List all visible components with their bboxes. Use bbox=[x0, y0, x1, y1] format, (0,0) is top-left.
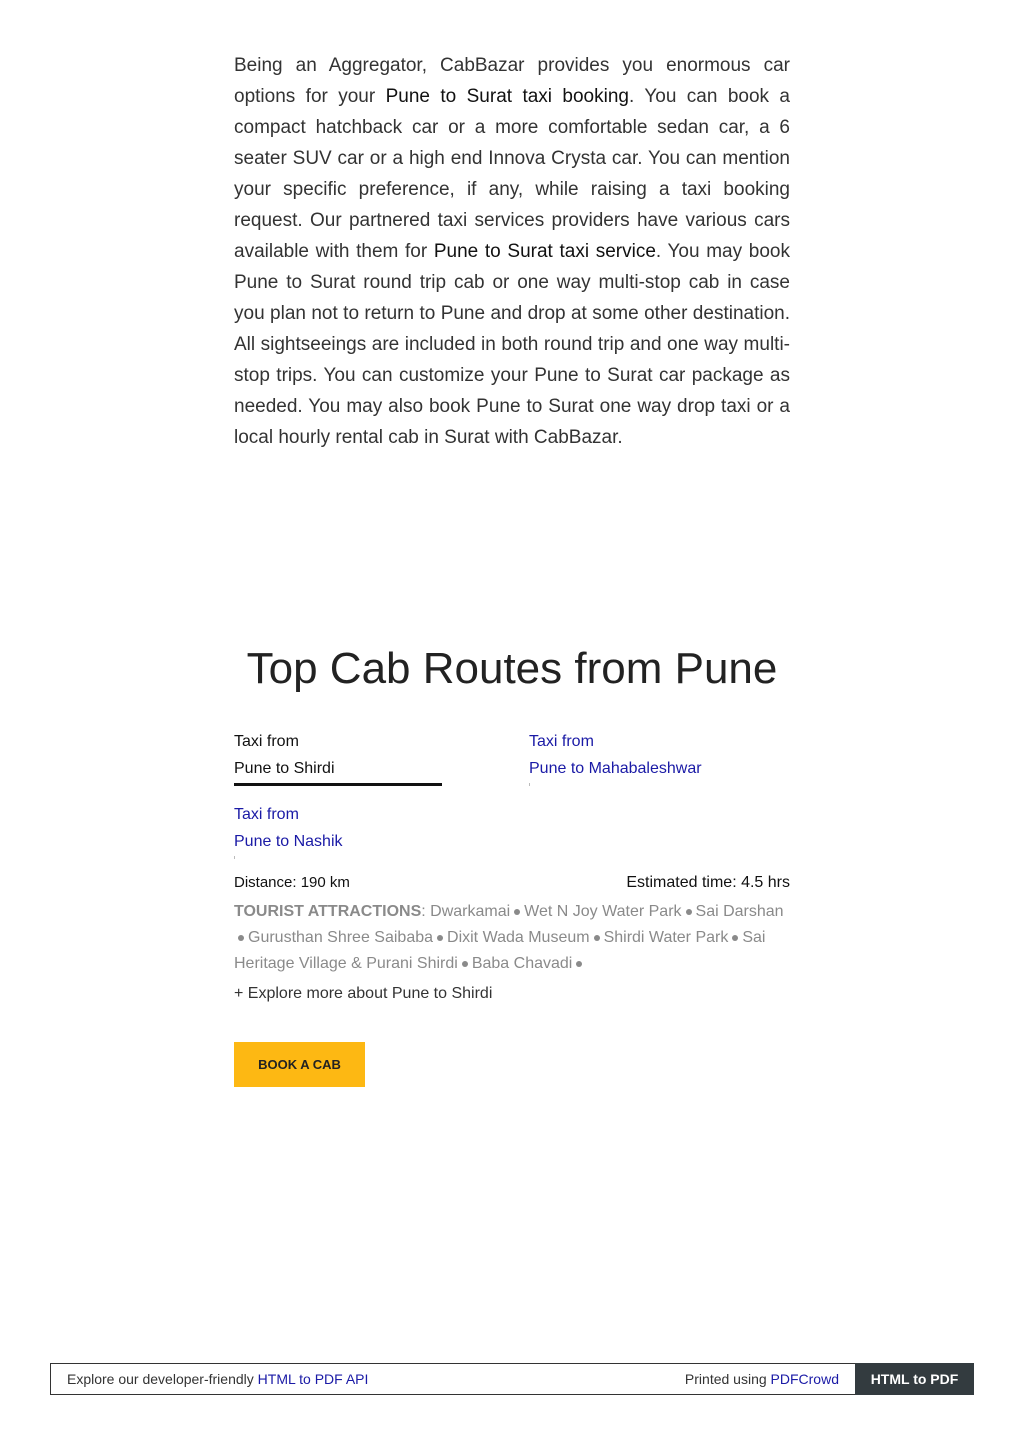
bullet-icon bbox=[594, 935, 600, 941]
pdf-footer bbox=[50, 1363, 974, 1395]
attraction-item: Shirdi Water Park bbox=[603, 929, 729, 946]
tab-marker bbox=[529, 783, 530, 786]
html-to-pdf-api-link[interactable]: HTML to PDF API bbox=[257, 1371, 369, 1387]
route-tab-mahabaleshwar[interactable] bbox=[529, 728, 702, 786]
bullet-icon bbox=[686, 909, 692, 915]
bullet-icon bbox=[514, 909, 520, 915]
intro-link-service[interactable]: Pune to Surat taxi service bbox=[433, 241, 656, 262]
book-cab-button[interactable]: BOOK A CAB bbox=[234, 1042, 365, 1087]
html-to-pdf-badge[interactable]: HTML to PDF bbox=[855, 1363, 974, 1395]
route-tab-line1: Taxi from bbox=[529, 733, 594, 750]
footer-left bbox=[67, 1371, 368, 1387]
route-tabs bbox=[234, 728, 790, 878]
time-label: Estimated time bbox=[626, 874, 733, 891]
attraction-item: Baba Chavadi bbox=[471, 955, 573, 972]
active-tab-underline bbox=[234, 783, 442, 786]
time-value: : 4.5 hrs bbox=[732, 874, 790, 891]
attraction-item: Wet N Joy Water Park bbox=[524, 903, 682, 920]
tab-marker bbox=[234, 856, 235, 859]
attraction-item: Sai Heritage Village & Purani Shirdi bbox=[234, 929, 766, 972]
footer-right-text: Printed using bbox=[684, 1371, 771, 1387]
route-tab-nashik[interactable] bbox=[234, 801, 343, 859]
intro-text-3: . You may book Pune to Surat round trip cab or one way multi-stop cab in case you plan not to return to Pune and drop at some other destination. All sightseeings are included in both round trip and one way multi-stop trips. You can customize your Pune to Surat car package as needed. You may also book Pune to Surat one way drop taxi or a local hourly rental cab in Surat with CabBazar. bbox=[234, 241, 790, 448]
main-content bbox=[234, 50, 790, 1072]
bullet-icon bbox=[462, 961, 468, 967]
section-title: Top Cab Routes from Pune bbox=[246, 644, 778, 693]
tourist-attractions: TOURIST ATTRACTIONS: Dwarkamai Wet N Joy Water Park Sai DarshanGurusthan Shree Saibaba Dixit Wada Museum Shirdi Water Park Sai Heritage Village & Purani Shirdi Baba Chavadi bbox=[234, 903, 784, 972]
route-stats bbox=[234, 872, 790, 898]
pdfcrowd-link[interactable]: PDFCrowd bbox=[770, 1371, 839, 1387]
route-tab-line1: Taxi from bbox=[234, 733, 299, 750]
distance bbox=[234, 874, 350, 891]
attraction-item: Dwarkamai bbox=[430, 903, 511, 920]
distance-label: Distance bbox=[234, 874, 293, 891]
intro-paragraph bbox=[234, 50, 790, 453]
distance-value: : 190 km bbox=[292, 874, 350, 891]
route-tab-line2: Pune to Shirdi bbox=[234, 760, 335, 777]
route-details bbox=[234, 872, 790, 1007]
intro-text-1: Being an Aggregator, CabBazar provides you enormous car options for your bbox=[234, 55, 790, 107]
route-tab-shirdi[interactable] bbox=[234, 728, 442, 786]
footer-left-text: Explore our developer-friendly bbox=[67, 1371, 258, 1387]
bullet-icon bbox=[576, 961, 582, 967]
attraction-item: Dixit Wada Museum bbox=[447, 929, 590, 946]
intro-link-booking[interactable]: Pune to Surat taxi booking bbox=[385, 86, 629, 107]
footer-right bbox=[685, 1371, 839, 1387]
bullet-icon bbox=[732, 935, 738, 941]
attraction-item: Gurusthan Shree Saibaba bbox=[248, 929, 434, 946]
attractions-label: TOURIST ATTRACTIONS bbox=[234, 903, 422, 920]
route-tab-line1: Taxi from bbox=[234, 806, 299, 823]
attraction-item: Sai Darshan bbox=[695, 903, 784, 920]
intro-text-2: . You can book a compact hatchback car or a more comfortable sedan car, a 6 seater SUV car or a high end Innova Crysta car. You can mention your specific preference, if any, while raising a taxi booking request. Our partnered taxi services providers have various cars available with them for bbox=[234, 86, 790, 262]
bullet-icon bbox=[238, 935, 244, 941]
bullet-icon bbox=[437, 935, 443, 941]
explore-more-link[interactable]: + Explore more about Pune to Shirdi bbox=[234, 985, 493, 1002]
estimated-time bbox=[626, 874, 790, 892]
route-tab-line2: Pune to Nashik bbox=[234, 833, 343, 850]
route-tab-line2: Pune to Mahabaleshwar bbox=[529, 760, 702, 777]
